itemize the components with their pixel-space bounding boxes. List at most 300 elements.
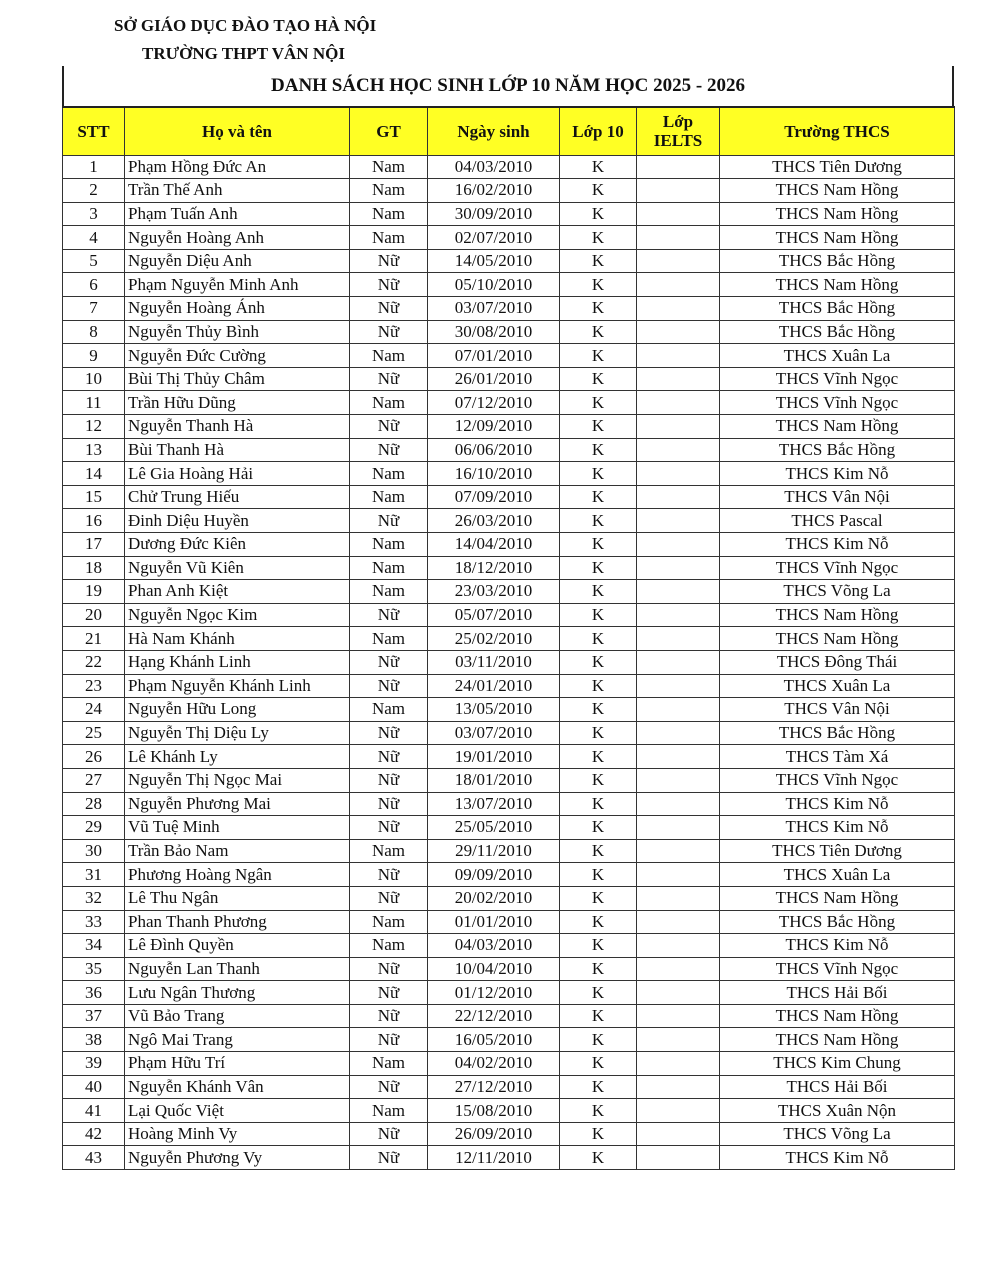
cell-gender: Nữ	[350, 957, 428, 981]
cell-name: Hà Nam Khánh	[125, 627, 350, 651]
cell-ielts	[637, 509, 720, 533]
cell-gender: Nữ	[350, 768, 428, 792]
cell-dob: 26/01/2010	[428, 367, 560, 391]
cell-class10: K	[560, 1028, 637, 1052]
cell-dob: 04/03/2010	[428, 155, 560, 179]
cell-gender: Nam	[350, 155, 428, 179]
header-ielts: Lớp IELTS	[637, 107, 720, 155]
cell-stt: 31	[63, 863, 125, 887]
cell-stt: 26	[63, 745, 125, 769]
cell-name: Nguyễn Thị Ngọc Mai	[125, 768, 350, 792]
table-row	[63, 839, 955, 863]
cell-gender: Nữ	[350, 1075, 428, 1099]
cell-name: Bùi Thanh Hà	[125, 438, 350, 462]
cell-school: THCS Hải Bối	[720, 981, 955, 1005]
cell-stt: 40	[63, 1075, 125, 1099]
table-row	[63, 1122, 955, 1146]
cell-ielts	[637, 721, 720, 745]
cell-ielts	[637, 1028, 720, 1052]
cell-class10: K	[560, 768, 637, 792]
cell-stt: 34	[63, 934, 125, 958]
cell-gender: Nam	[350, 391, 428, 415]
cell-dob: 15/08/2010	[428, 1099, 560, 1123]
cell-gender: Nữ	[350, 297, 428, 321]
cell-ielts	[637, 603, 720, 627]
table-row	[63, 415, 955, 439]
cell-dob: 24/01/2010	[428, 674, 560, 698]
cell-ielts	[637, 698, 720, 722]
cell-ielts	[637, 934, 720, 958]
cell-name: Chử Trung Hiếu	[125, 485, 350, 509]
table-row	[63, 391, 955, 415]
cell-name: Nguyễn Khánh Vân	[125, 1075, 350, 1099]
table-row	[63, 698, 955, 722]
cell-stt: 22	[63, 650, 125, 674]
cell-stt: 5	[63, 249, 125, 273]
cell-school: THCS Xuân La	[720, 863, 955, 887]
table-row	[63, 438, 955, 462]
cell-ielts	[637, 674, 720, 698]
cell-stt: 13	[63, 438, 125, 462]
cell-class10: K	[560, 391, 637, 415]
cell-ielts	[637, 462, 720, 486]
cell-gender: Nam	[350, 910, 428, 934]
cell-class10: K	[560, 1004, 637, 1028]
cell-school: THCS Vân Nội	[720, 698, 955, 722]
cell-ielts	[637, 745, 720, 769]
table-row	[63, 202, 955, 226]
cell-gender: Nam	[350, 462, 428, 486]
cell-school: THCS Nam Hồng	[720, 179, 955, 203]
header-name: Họ và tên	[125, 107, 350, 155]
cell-name: Nguyễn Thị Diệu Ly	[125, 721, 350, 745]
cell-name: Dương Đức Kiên	[125, 533, 350, 557]
cell-name: Nguyễn Ngọc Kim	[125, 603, 350, 627]
cell-school: THCS Bắc Hồng	[720, 910, 955, 934]
table-row	[63, 674, 955, 698]
header-class10: Lớp 10	[560, 107, 637, 155]
cell-stt: 41	[63, 1099, 125, 1123]
cell-ielts	[637, 910, 720, 934]
cell-name: Hoàng Minh Vy	[125, 1122, 350, 1146]
cell-ielts	[637, 1075, 720, 1099]
cell-class10: K	[560, 674, 637, 698]
cell-class10: K	[560, 202, 637, 226]
cell-stt: 9	[63, 344, 125, 368]
cell-name: Phương Hoàng Ngân	[125, 863, 350, 887]
cell-class10: K	[560, 367, 637, 391]
cell-name: Phạm Nguyễn Khánh Linh	[125, 674, 350, 698]
cell-dob: 18/12/2010	[428, 556, 560, 580]
table-row	[63, 367, 955, 391]
cell-class10: K	[560, 297, 637, 321]
cell-dob: 12/11/2010	[428, 1146, 560, 1170]
cell-name: Nguyễn Thủy Bình	[125, 320, 350, 344]
cell-gender: Nam	[350, 556, 428, 580]
header-stt: STT	[63, 107, 125, 155]
cell-stt: 36	[63, 981, 125, 1005]
cell-name: Vũ Bảo Trang	[125, 1004, 350, 1028]
cell-class10: K	[560, 1052, 637, 1076]
cell-name: Phan Thanh Phương	[125, 910, 350, 934]
cell-dob: 05/10/2010	[428, 273, 560, 297]
cell-ielts	[637, 320, 720, 344]
cell-ielts	[637, 226, 720, 250]
table-row	[63, 1146, 955, 1170]
header-gender: GT	[350, 107, 428, 155]
cell-name: Nguyễn Diệu Anh	[125, 249, 350, 273]
cell-name: Nguyễn Đức Cường	[125, 344, 350, 368]
cell-dob: 25/02/2010	[428, 627, 560, 651]
cell-ielts	[637, 981, 720, 1005]
cell-stt: 30	[63, 839, 125, 863]
table-row	[63, 934, 955, 958]
cell-ielts	[637, 650, 720, 674]
cell-dob: 03/07/2010	[428, 721, 560, 745]
table-body	[63, 155, 955, 1170]
school-name: TRƯỜNG THPT VÂN NỘI	[142, 44, 345, 63]
cell-dob: 12/09/2010	[428, 415, 560, 439]
cell-name: Nguyễn Lan Thanh	[125, 957, 350, 981]
cell-ielts	[637, 863, 720, 887]
cell-class10: K	[560, 957, 637, 981]
cell-class10: K	[560, 415, 637, 439]
cell-dob: 07/12/2010	[428, 391, 560, 415]
table-row	[63, 981, 955, 1005]
cell-dob: 25/05/2010	[428, 816, 560, 840]
cell-dob: 30/09/2010	[428, 202, 560, 226]
cell-class10: K	[560, 981, 637, 1005]
cell-dob: 16/05/2010	[428, 1028, 560, 1052]
cell-ielts	[637, 438, 720, 462]
cell-name: Bùi Thị Thủy Châm	[125, 367, 350, 391]
cell-gender: Nữ	[350, 863, 428, 887]
cell-stt: 43	[63, 1146, 125, 1170]
cell-dob: 19/01/2010	[428, 745, 560, 769]
cell-gender: Nữ	[350, 650, 428, 674]
cell-dob: 14/05/2010	[428, 249, 560, 273]
cell-class10: K	[560, 721, 637, 745]
cell-class10: K	[560, 650, 637, 674]
header-dob: Ngày sinh	[428, 107, 560, 155]
cell-gender: Nữ	[350, 509, 428, 533]
cell-school: THCS Vĩnh Ngọc	[720, 391, 955, 415]
cell-dob: 10/04/2010	[428, 957, 560, 981]
cell-ielts	[637, 249, 720, 273]
cell-gender: Nam	[350, 934, 428, 958]
cell-name: Trần Hữu Dũng	[125, 391, 350, 415]
cell-class10: K	[560, 509, 637, 533]
cell-dob: 03/11/2010	[428, 650, 560, 674]
cell-name: Ngô Mai Trang	[125, 1028, 350, 1052]
cell-class10: K	[560, 580, 637, 604]
cell-school: THCS Võng La	[720, 580, 955, 604]
table-row	[63, 580, 955, 604]
cell-name: Hạng Khánh Linh	[125, 650, 350, 674]
table-row	[63, 745, 955, 769]
cell-name: Phạm Tuấn Anh	[125, 202, 350, 226]
cell-school: THCS Nam Hồng	[720, 415, 955, 439]
cell-class10: K	[560, 179, 637, 203]
cell-gender: Nam	[350, 1099, 428, 1123]
cell-stt: 18	[63, 556, 125, 580]
table-row	[63, 509, 955, 533]
table-row	[63, 485, 955, 509]
cell-dob: 27/12/2010	[428, 1075, 560, 1099]
cell-ielts	[637, 839, 720, 863]
cell-name: Phan Anh Kiệt	[125, 580, 350, 604]
cell-dob: 23/03/2010	[428, 580, 560, 604]
cell-school: THCS Nam Hồng	[720, 1028, 955, 1052]
student-list-sheet	[62, 66, 954, 1170]
cell-name: Phạm Hồng Đức An	[125, 155, 350, 179]
cell-gender: Nữ	[350, 1004, 428, 1028]
cell-dob: 01/01/2010	[428, 910, 560, 934]
cell-ielts	[637, 957, 720, 981]
cell-class10: K	[560, 249, 637, 273]
table-row	[63, 1099, 955, 1123]
cell-gender: Nữ	[350, 603, 428, 627]
cell-school: THCS Nam Hồng	[720, 886, 955, 910]
cell-stt: 4	[63, 226, 125, 250]
cell-class10: K	[560, 533, 637, 557]
cell-ielts	[637, 297, 720, 321]
cell-school: THCS Nam Hồng	[720, 202, 955, 226]
cell-class10: K	[560, 603, 637, 627]
cell-class10: K	[560, 910, 637, 934]
cell-school: THCS Kim Nỗ	[720, 533, 955, 557]
table-row	[63, 957, 955, 981]
cell-gender: Nữ	[350, 438, 428, 462]
table-row	[63, 627, 955, 651]
cell-gender: Nam	[350, 485, 428, 509]
cell-stt: 17	[63, 533, 125, 557]
cell-school: THCS Kim Nỗ	[720, 934, 955, 958]
cell-gender: Nữ	[350, 1028, 428, 1052]
cell-stt: 10	[63, 367, 125, 391]
cell-dob: 13/07/2010	[428, 792, 560, 816]
cell-gender: Nam	[350, 698, 428, 722]
cell-class10: K	[560, 792, 637, 816]
cell-school: THCS Bắc Hồng	[720, 320, 955, 344]
table-row	[63, 320, 955, 344]
cell-gender: Nữ	[350, 721, 428, 745]
cell-stt: 38	[63, 1028, 125, 1052]
cell-dob: 20/02/2010	[428, 886, 560, 910]
cell-gender: Nữ	[350, 320, 428, 344]
cell-dob: 29/11/2010	[428, 839, 560, 863]
cell-class10: K	[560, 320, 637, 344]
cell-gender: Nữ	[350, 886, 428, 910]
table-row	[63, 533, 955, 557]
cell-school: THCS Tiên Dương	[720, 839, 955, 863]
cell-dob: 30/08/2010	[428, 320, 560, 344]
table-row	[63, 768, 955, 792]
cell-stt: 8	[63, 320, 125, 344]
cell-name: Phạm Nguyễn Minh Anh	[125, 273, 350, 297]
table-row	[63, 886, 955, 910]
cell-ielts	[637, 367, 720, 391]
cell-class10: K	[560, 556, 637, 580]
cell-dob: 03/07/2010	[428, 297, 560, 321]
cell-ielts	[637, 179, 720, 203]
table-row	[63, 556, 955, 580]
table-row	[63, 155, 955, 179]
cell-ielts	[637, 485, 720, 509]
cell-dob: 13/05/2010	[428, 698, 560, 722]
cell-name: Lê Gia Hoàng Hải	[125, 462, 350, 486]
table-row	[63, 249, 955, 273]
cell-school: THCS Võng La	[720, 1122, 955, 1146]
table-header-row	[63, 107, 955, 155]
cell-stt: 29	[63, 816, 125, 840]
cell-stt: 7	[63, 297, 125, 321]
cell-stt: 3	[63, 202, 125, 226]
cell-school: THCS Nam Hồng	[720, 1004, 955, 1028]
header-school: Trường THCS	[720, 107, 955, 155]
table-row	[63, 1075, 955, 1099]
cell-name: Lưu Ngân Thương	[125, 981, 350, 1005]
cell-gender: Nữ	[350, 367, 428, 391]
cell-dob: 09/09/2010	[428, 863, 560, 887]
table-row	[63, 179, 955, 203]
cell-school: THCS Pascal	[720, 509, 955, 533]
cell-dob: 26/03/2010	[428, 509, 560, 533]
table-row	[63, 344, 955, 368]
cell-stt: 28	[63, 792, 125, 816]
cell-name: Lê Đình Quyền	[125, 934, 350, 958]
table-row	[63, 462, 955, 486]
cell-ielts	[637, 886, 720, 910]
cell-gender: Nữ	[350, 1122, 428, 1146]
cell-ielts	[637, 816, 720, 840]
cell-gender: Nam	[350, 1052, 428, 1076]
table-row	[63, 650, 955, 674]
cell-school: THCS Vĩnh Ngọc	[720, 957, 955, 981]
cell-ielts	[637, 533, 720, 557]
cell-school: THCS Kim Nỗ	[720, 462, 955, 486]
cell-gender: Nam	[350, 226, 428, 250]
cell-stt: 15	[63, 485, 125, 509]
cell-gender: Nam	[350, 580, 428, 604]
table-row	[63, 792, 955, 816]
table-row	[63, 297, 955, 321]
cell-school: THCS Nam Hồng	[720, 226, 955, 250]
cell-school: THCS Bắc Hồng	[720, 249, 955, 273]
cell-school: THCS Vĩnh Ngọc	[720, 768, 955, 792]
cell-dob: 26/09/2010	[428, 1122, 560, 1146]
cell-school: THCS Kim Nỗ	[720, 816, 955, 840]
table-row	[63, 273, 955, 297]
cell-name: Nguyễn Hoàng Anh	[125, 226, 350, 250]
cell-name: Nguyễn Hữu Long	[125, 698, 350, 722]
cell-class10: K	[560, 839, 637, 863]
cell-stt: 27	[63, 768, 125, 792]
cell-dob: 16/02/2010	[428, 179, 560, 203]
cell-gender: Nữ	[350, 981, 428, 1005]
table-row	[63, 1004, 955, 1028]
cell-ielts	[637, 1146, 720, 1170]
cell-gender: Nữ	[350, 249, 428, 273]
cell-stt: 33	[63, 910, 125, 934]
cell-dob: 07/09/2010	[428, 485, 560, 509]
cell-stt: 19	[63, 580, 125, 604]
cell-class10: K	[560, 273, 637, 297]
cell-stt: 14	[63, 462, 125, 486]
cell-name: Lê Thu Ngân	[125, 886, 350, 910]
cell-name: Nguyễn Phương Vy	[125, 1146, 350, 1170]
cell-class10: K	[560, 886, 637, 910]
department-name: SỞ GIÁO DỤC ĐÀO TẠO HÀ NỘI	[114, 16, 377, 35]
table-row	[63, 1028, 955, 1052]
cell-class10: K	[560, 1146, 637, 1170]
cell-ielts	[637, 273, 720, 297]
cell-dob: 07/01/2010	[428, 344, 560, 368]
table-row	[63, 1052, 955, 1076]
cell-class10: K	[560, 745, 637, 769]
student-table	[62, 106, 955, 1170]
cell-ielts	[637, 1099, 720, 1123]
cell-gender: Nam	[350, 344, 428, 368]
cell-gender: Nữ	[350, 816, 428, 840]
cell-gender: Nam	[350, 627, 428, 651]
cell-gender: Nam	[350, 202, 428, 226]
cell-gender: Nam	[350, 533, 428, 557]
cell-name: Vũ Tuệ Minh	[125, 816, 350, 840]
cell-name: Đinh Diệu Huyền	[125, 509, 350, 533]
cell-class10: K	[560, 438, 637, 462]
cell-stt: 6	[63, 273, 125, 297]
cell-school: THCS Kim Nỗ	[720, 1146, 955, 1170]
cell-ielts	[637, 1052, 720, 1076]
cell-class10: K	[560, 627, 637, 651]
cell-class10: K	[560, 816, 637, 840]
cell-name: Nguyễn Vũ Kiên	[125, 556, 350, 580]
cell-dob: 04/02/2010	[428, 1052, 560, 1076]
cell-stt: 20	[63, 603, 125, 627]
cell-gender: Nữ	[350, 674, 428, 698]
cell-stt: 16	[63, 509, 125, 533]
cell-gender: Nam	[350, 839, 428, 863]
cell-school: THCS Vĩnh Ngọc	[720, 556, 955, 580]
cell-school: THCS Vân Nội	[720, 485, 955, 509]
cell-name: Nguyễn Phương Mai	[125, 792, 350, 816]
cell-class10: K	[560, 863, 637, 887]
cell-school: THCS Vĩnh Ngọc	[720, 367, 955, 391]
cell-ielts	[637, 768, 720, 792]
cell-school: THCS Kim Chung	[720, 1052, 955, 1076]
cell-dob: 02/07/2010	[428, 226, 560, 250]
cell-school: THCS Xuân La	[720, 344, 955, 368]
cell-dob: 04/03/2010	[428, 934, 560, 958]
cell-stt: 35	[63, 957, 125, 981]
cell-school: THCS Bắc Hồng	[720, 297, 955, 321]
table-row	[63, 816, 955, 840]
cell-school: THCS Đông Thái	[720, 650, 955, 674]
cell-name: Lê Khánh Ly	[125, 745, 350, 769]
cell-class10: K	[560, 462, 637, 486]
cell-ielts	[637, 556, 720, 580]
cell-gender: Nữ	[350, 1146, 428, 1170]
cell-class10: K	[560, 698, 637, 722]
cell-school: THCS Bắc Hồng	[720, 721, 955, 745]
cell-class10: K	[560, 1122, 637, 1146]
cell-dob: 01/12/2010	[428, 981, 560, 1005]
cell-school: THCS Bắc Hồng	[720, 438, 955, 462]
cell-class10: K	[560, 344, 637, 368]
cell-ielts	[637, 415, 720, 439]
cell-dob: 06/06/2010	[428, 438, 560, 462]
